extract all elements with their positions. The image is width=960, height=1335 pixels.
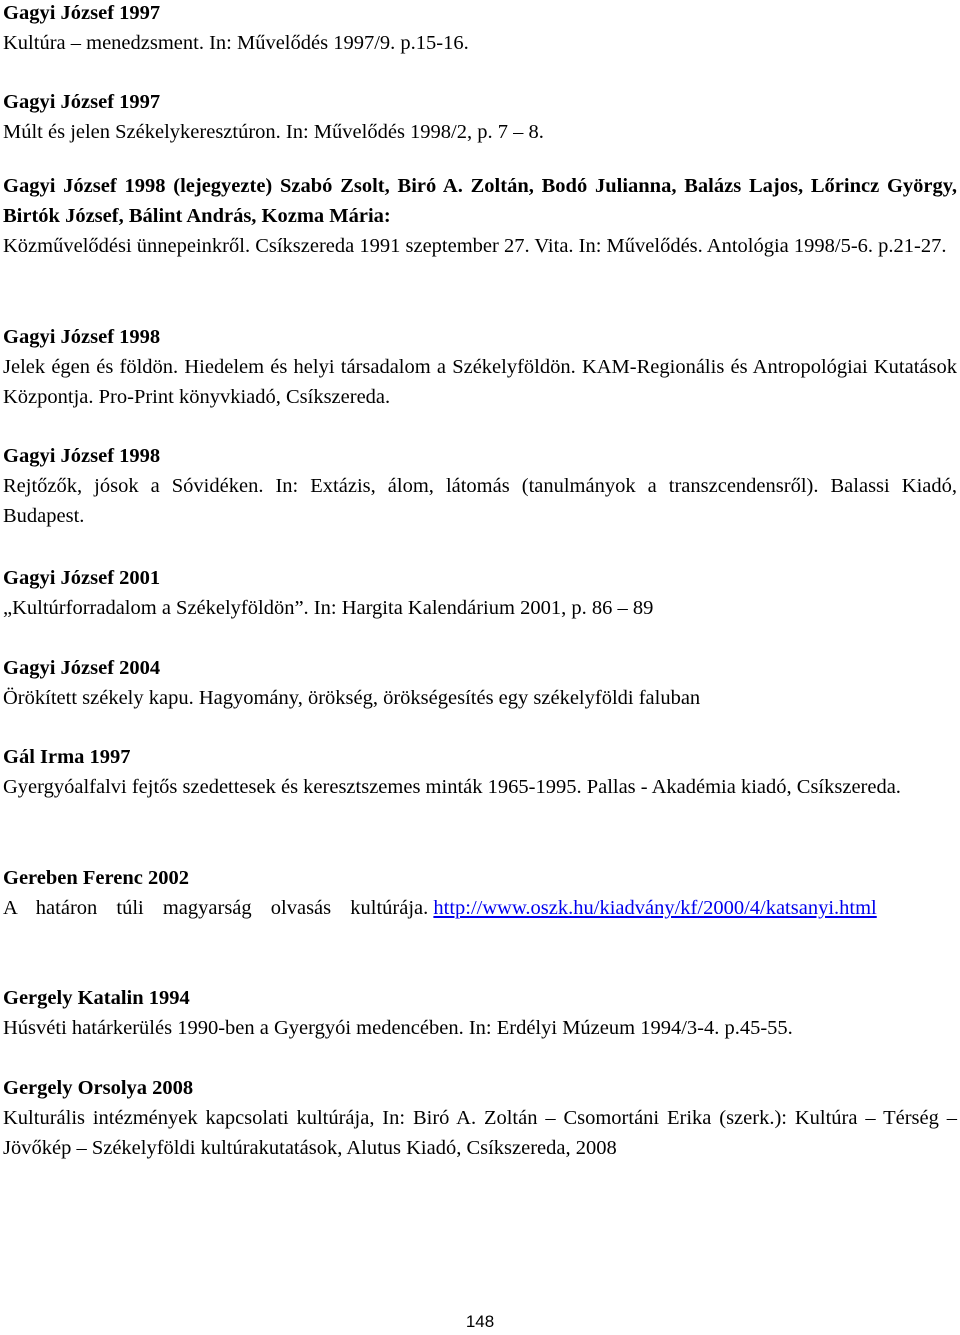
bibliography-entry	[3, 1073, 957, 1163]
bibliography-entry	[3, 322, 957, 412]
entry-heading: Gagyi József 2001	[3, 567, 161, 589]
bibliography-entry	[3, 171, 957, 261]
entry-heading: Gagyi József 2004	[3, 657, 161, 679]
entry-heading: Gagyi József 1998	[3, 445, 161, 467]
entry-text: Múlt és jelen Székelykeresztúron. In: Művelődés 1998/2, p. 7 – 8.	[3, 121, 544, 143]
entry-text: Húsvéti határkerülés 1990-ben a Gyergyói medencében. In: Erdélyi Múzeum 1994/3-4. p.45-55.	[3, 1017, 793, 1039]
entry-heading: Gagyi József 1997	[3, 91, 161, 113]
entry-text: Jelek égen és földön. Hiedelem és helyi társadalom a Székelyföldön. KAM-Regionális és Antropológiai Kutatások Központja. Pro-Print könyvkiadó, Csíkszereda.	[3, 356, 957, 408]
bibliography-entry	[3, 653, 957, 713]
bibliography-entry	[3, 863, 957, 923]
entry-heading: Gergely Katalin 1994	[3, 987, 190, 1009]
page-number: 148	[465, 1312, 495, 1331]
bibliography-entry	[3, 563, 957, 623]
entry-text: Rejtőzők, jósok a Sóvidéken. In: Extázis, álom, látomás (tanulmányok a transzcendensről). Balassi Kiadó, Budapest.	[3, 475, 957, 527]
url-link[interactable]: http://www.oszk.hu/kiadvány/kf/2000/4/katsanyi.html	[433, 897, 877, 919]
bibliography-entry	[3, 0, 957, 58]
entry-text: Közművelődési ünnepeinkről. Csíkszereda 1991 szeptember 27. Vita. In: Művelődés. Antológia 1998/5-6. p.21-27.	[3, 235, 947, 257]
entry-text: „Kultúrforradalom a Székelyföldön”. In: Hargita Kalendárium 2001, p. 86 – 89	[3, 597, 654, 619]
entry-heading: Gál Irma 1997	[3, 746, 131, 768]
entry-text: Kulturális intézmények kapcsolati kultúrája, In: Biró A. Zoltán – Csomortáni Erika (szerk.): Kultúra – Térség – Jövőkép – Székelyföldi kultúrakutatások, Alutus Kiadó, Csíkszereda, 2008	[3, 1107, 957, 1159]
entry-text: Örökített székely kapu. Hagyomány, örökség, örökségesítés egy székelyföldi faluban	[3, 687, 701, 709]
entry-text: Kultúra – menedzsment. In: Művelődés 1997/9. p.15-16.	[3, 32, 469, 54]
entry-heading: Gergely Orsolya 2008	[3, 1077, 194, 1099]
entry-text: Gyergyóalfalvi fejtős szedettesek és keresztszemes minták 1965-1995. Pallas - Akadémia kiadó, Csíkszereda.	[3, 776, 901, 798]
entry-heading: Gagyi József 1997	[3, 2, 161, 24]
bibliography-entry	[3, 983, 957, 1043]
entry-text: A határon túli magyarság olvasás kultúrája.	[3, 897, 429, 919]
entry-heading: Gereben Ferenc 2002	[3, 867, 189, 889]
bibliography-entry	[3, 742, 957, 802]
entry-heading: Gagyi József 1998	[3, 326, 161, 348]
entry-heading: Gagyi József 1998 (lejegyezte) Szabó Zsolt, Biró A. Zoltán, Bodó Julianna, Balázs Lajos, Lőrincz György, Birtók József, Bálint András, Kozma Mária:	[3, 175, 957, 227]
bibliography-entry	[3, 87, 957, 147]
bibliography-entry	[3, 441, 957, 531]
entry-text-with-link	[3, 893, 957, 923]
